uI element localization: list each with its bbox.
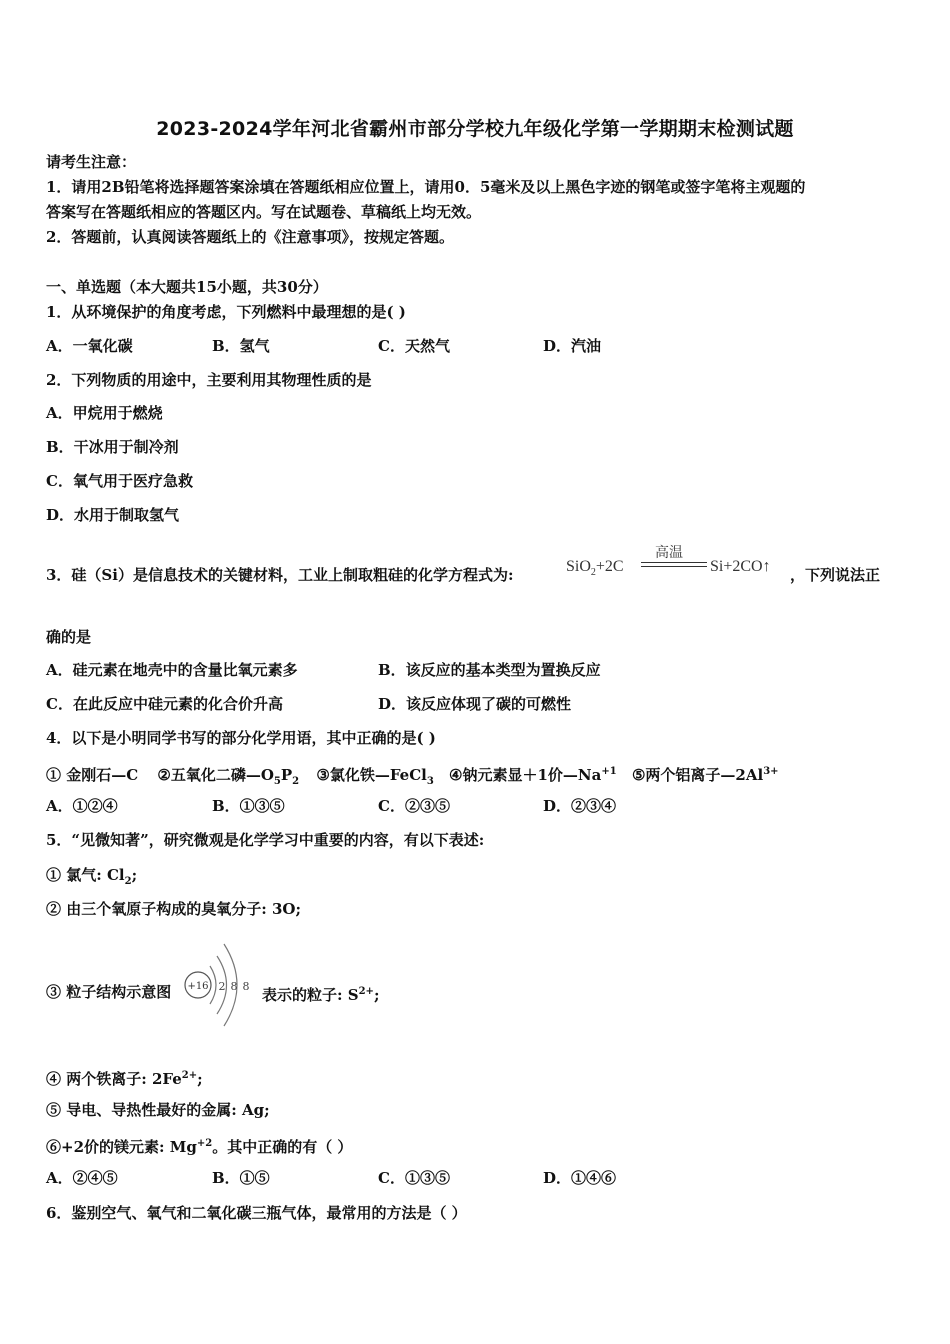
q5-statement-4: ④ 两个铁离子: $2Fe^{2+}$; <box>46 1070 203 1088</box>
q5-statement-2: ② 由三个氧原子构成的臭氧分子: 3O; <box>46 900 302 918</box>
q2-option-b[interactable]: B．干冰用于制冷剂 <box>46 438 179 456</box>
question-3-stem-tail: ，下列说法正 <box>790 566 881 584</box>
q3-option-c[interactable]: C．在此反应中硅元素的化合价升高 <box>46 695 283 713</box>
q1-option-b[interactable]: B．氢气 <box>212 337 270 355</box>
notice-item-1-line-2: 答案写在答题纸相应的答题区内。写在试题卷、草稿纸上均无效。 <box>46 203 482 221</box>
question-4-items <box>46 762 779 792</box>
q4-option-a[interactable]: A．①②④ <box>46 797 118 815</box>
nucleus-charge: +16 <box>187 981 209 992</box>
q4-item-4: ④钠元素显＋1价$—Na^{+1}$ <box>449 766 617 784</box>
q3-option-d[interactable]: D．该反应体现了碳的可燃性 <box>378 695 572 713</box>
shell-2-electrons: 8 <box>230 980 238 993</box>
q4-option-b[interactable]: B．①③⑤ <box>212 797 285 815</box>
shell-3-electrons: 8 <box>242 980 250 993</box>
equation-products: Si+2CO↑ <box>710 558 771 575</box>
q4-item-3: ③氯化铁—FeCl$_3$ <box>316 766 434 787</box>
shell-1-electrons: 2 <box>218 980 226 993</box>
question-2-stem: 2．下列物质的用途中，主要利用其物理性质的是 <box>46 371 372 389</box>
question-1-stem: 1．从环境保护的角度考虑，下列燃料中最理想的是( ) <box>46 303 406 321</box>
notice-item-1-line-1: 1．请用2B铅笔将选择题答案涂填在答题纸相应位置上，请用0．5毫米及以上黑色字迹的钢笔或签字笔将主观题的 <box>46 178 806 196</box>
q2-option-d[interactable]: D．水用于制取氢气 <box>46 506 180 524</box>
q4-option-d[interactable]: D．②③④ <box>543 797 617 815</box>
q3-option-b[interactable]: B．该反应的基本类型为置换反应 <box>378 661 601 679</box>
notice-item-2: 2．答题前，认真阅读答题纸上的《注意事项》，按规定答题。 <box>46 228 454 246</box>
q5-statement-1: ① 氯气: $Cl_2$; <box>46 866 138 887</box>
chemical-equation <box>566 542 796 582</box>
q1-option-a[interactable]: A．一氧化碳 <box>46 337 133 355</box>
equation-equals-bar <box>641 566 707 567</box>
q5-statement-3-tail: 表示的粒子: $S^{2+}$; <box>262 986 380 1004</box>
equation-condition: 高温 <box>655 545 683 561</box>
q5-statement-3-label: ③ 粒子结构示意图 <box>46 983 172 1001</box>
q4-option-c[interactable]: C．②③⑤ <box>378 797 450 815</box>
equation-equals-bar <box>641 562 707 563</box>
question-3-stem: 3．硅（Si）是信息技术的关键材料，工业上制取粗硅的化学方程式为: <box>46 566 514 584</box>
notice-heading: 请考生注意： <box>46 153 137 171</box>
q1-option-c[interactable]: C．天然气 <box>378 337 450 355</box>
q2-option-a[interactable]: A．甲烷用于燃烧 <box>46 404 163 422</box>
q1-option-d[interactable]: D．汽油 <box>543 337 602 355</box>
q2-option-c[interactable]: C．氧气用于医疗急救 <box>46 472 193 490</box>
equation-reactants: SiO$_2$+2C <box>566 558 624 579</box>
q5-statement-5: ⑤ 导电、导热性最好的金属: Ag; <box>46 1101 270 1119</box>
q4-item-2: ②五氧化二磷$—O_5P_2$ <box>157 766 300 787</box>
q3-option-a[interactable]: A．硅元素在地壳中的含量比氧元素多 <box>46 661 298 679</box>
q5-option-d[interactable]: D．①④⑥ <box>543 1169 617 1187</box>
q5-option-b[interactable]: B．①⑤ <box>212 1169 270 1187</box>
atom-structure-diagram <box>180 932 260 1036</box>
q5-option-a[interactable]: A．②④⑤ <box>46 1169 118 1187</box>
question-3-stem-cont: 确的是 <box>46 628 92 646</box>
q4-item-1: ① 金刚石—C <box>46 766 139 784</box>
q4-item-5: ⑤两个铝离子$—2Al^{3+}$ <box>631 766 779 784</box>
page-title: 2023-2024学年河北省霸州市部分学校九年级化学第一学期期末检测试题 <box>156 118 794 140</box>
q5-statement-6: ⑥+2价的镁元素: $Mg^{+2}$。其中正确的有（ ） <box>46 1138 353 1156</box>
question-6-stem: 6．鉴别空气、氧气和二氧化碳三瓶气体，最常用的方法是（ ） <box>46 1204 467 1222</box>
q5-option-c[interactable]: C．①③⑤ <box>378 1169 450 1187</box>
section-heading: 一、单选题（本大题共15小题，共30分） <box>46 278 328 296</box>
question-5-stem: 5．“见微知著”，研究微观是化学学习中重要的内容，有以下表述: <box>46 831 485 849</box>
question-4-stem: 4．以下是小明同学书写的部分化学用语，其中正确的是( ) <box>46 729 436 747</box>
